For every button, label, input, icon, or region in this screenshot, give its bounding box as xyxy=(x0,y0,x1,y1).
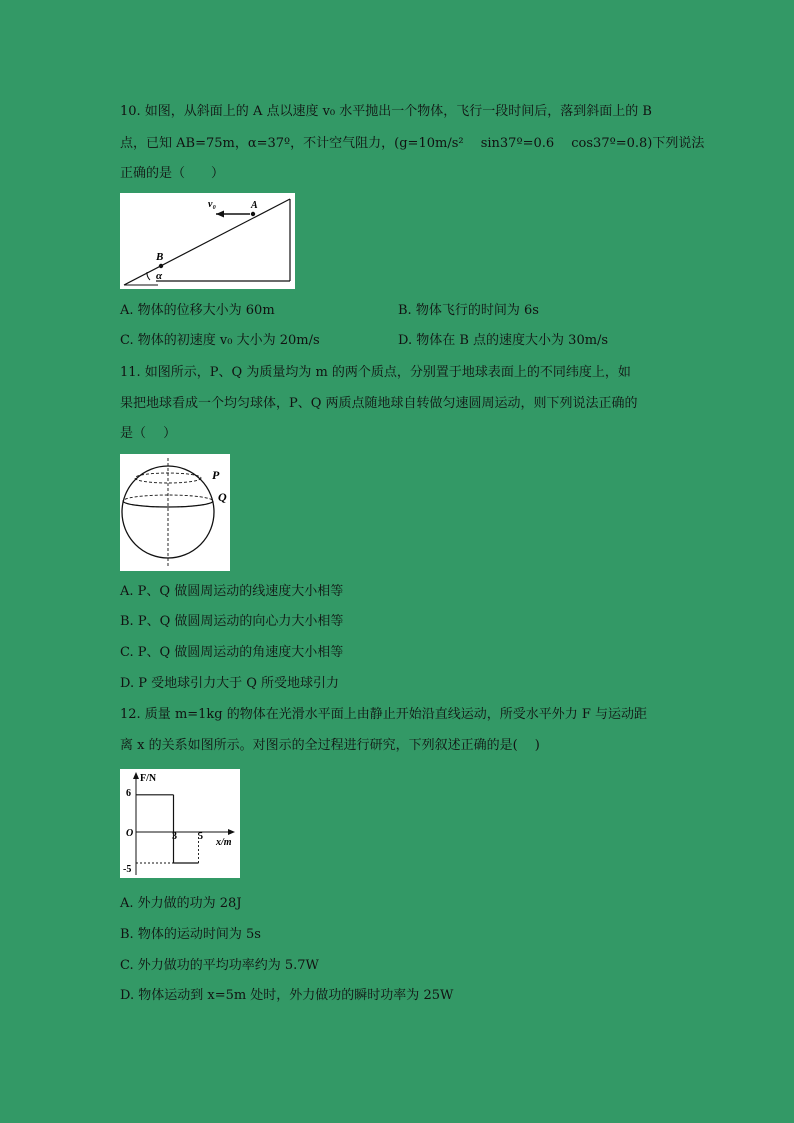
q11-option-d: D. P 受地球引力大于 Q 所受地球引力 xyxy=(120,676,340,691)
q12-force-chart xyxy=(120,769,240,878)
label-b: B xyxy=(156,251,164,263)
point-b-dot xyxy=(159,264,163,268)
origin-label: O xyxy=(126,828,134,839)
q10-option-a: A. 物体的位移大小为 60m xyxy=(120,303,275,318)
q12-line-1: 12. 质量 m=1kg 的物体在光滑水平面上由静止开始沿直线运动，所受水平外力 F 与运动距 xyxy=(120,707,648,722)
y-axis-arrow xyxy=(133,772,139,779)
q11-line-2: 果把地球看成一个均匀球体，P、Q 两质点随地球自转做匀速圆周运动，则下列说法正确的 xyxy=(120,396,638,411)
tick-label-6: 6 xyxy=(126,788,131,799)
x-axis-label: x/m xyxy=(216,837,232,848)
x-axis-arrow xyxy=(228,829,235,835)
label-v0: v₀ xyxy=(208,199,216,210)
label-p: P xyxy=(212,468,220,482)
q10-option-d: D. 物体在 B 点的速度大小为 30m/s xyxy=(398,333,609,348)
q10-line-1: 10. 如图，从斜面上的 A 点以速度 v₀ 水平抛出一个物体，飞行一段时间后，落到斜面上的 B xyxy=(120,104,652,119)
q10-line-2: 点，已知 AB=75m，α=37º，不计空气阻力，(g=10m/s² sin37º=0.6 cos37º=0.8)下列说法 xyxy=(120,136,705,151)
alpha-angle-arc xyxy=(147,272,150,280)
q12-option-d: D. 物体运动到 x=5m 处时，外力做功的瞬时功率为 25W xyxy=(120,988,454,1003)
label-alpha: α xyxy=(156,270,163,282)
q10-line-3: 正确的是（ ） xyxy=(120,166,225,181)
incline-slope-line xyxy=(124,199,290,285)
q12-option-b: B. 物体的运动时间为 5s xyxy=(120,927,261,942)
tick-label-5: 5 xyxy=(198,831,203,842)
q11-option-b: B. P、Q 做圆周运动的向心力大小相等 xyxy=(120,614,344,629)
tick-label-3: 3 xyxy=(172,831,177,842)
label-a: A xyxy=(251,200,258,211)
q11-option-a: A. P、Q 做圆周运动的线速度大小相等 xyxy=(120,584,344,599)
tick-label-neg5: -5 xyxy=(123,864,132,875)
q11-earth-figure xyxy=(120,454,230,571)
q10-option-c: C. 物体的初速度 v₀ 大小为 20m/s xyxy=(120,333,320,348)
q11-option-c: C. P、Q 做圆周运动的角速度大小相等 xyxy=(120,645,344,660)
q10-incline-figure xyxy=(120,193,295,289)
q12-option-a: A. 外力做的功为 28J xyxy=(120,896,242,911)
velocity-arrowhead xyxy=(216,211,224,218)
q12-option-c: C. 外力做功的平均功率约为 5.7W xyxy=(120,958,319,973)
y-axis-label: F/N xyxy=(140,773,157,784)
q11-line-1: 11. 如图所示，P、Q 为质量均为 m 的两个质点，分别置于地球表面上的不同纬度上，如 xyxy=(120,365,631,380)
q12-line-2: 离 x 的关系如图所示。对图示的全过程进行研究，下列叙述正确的是( ) xyxy=(120,738,540,753)
point-a-dot xyxy=(251,212,255,216)
q10-option-b: B. 物体飞行的时间为 6s xyxy=(398,303,539,318)
q11-line-3: 是（ ） xyxy=(120,426,177,441)
label-q: Q xyxy=(218,490,227,504)
